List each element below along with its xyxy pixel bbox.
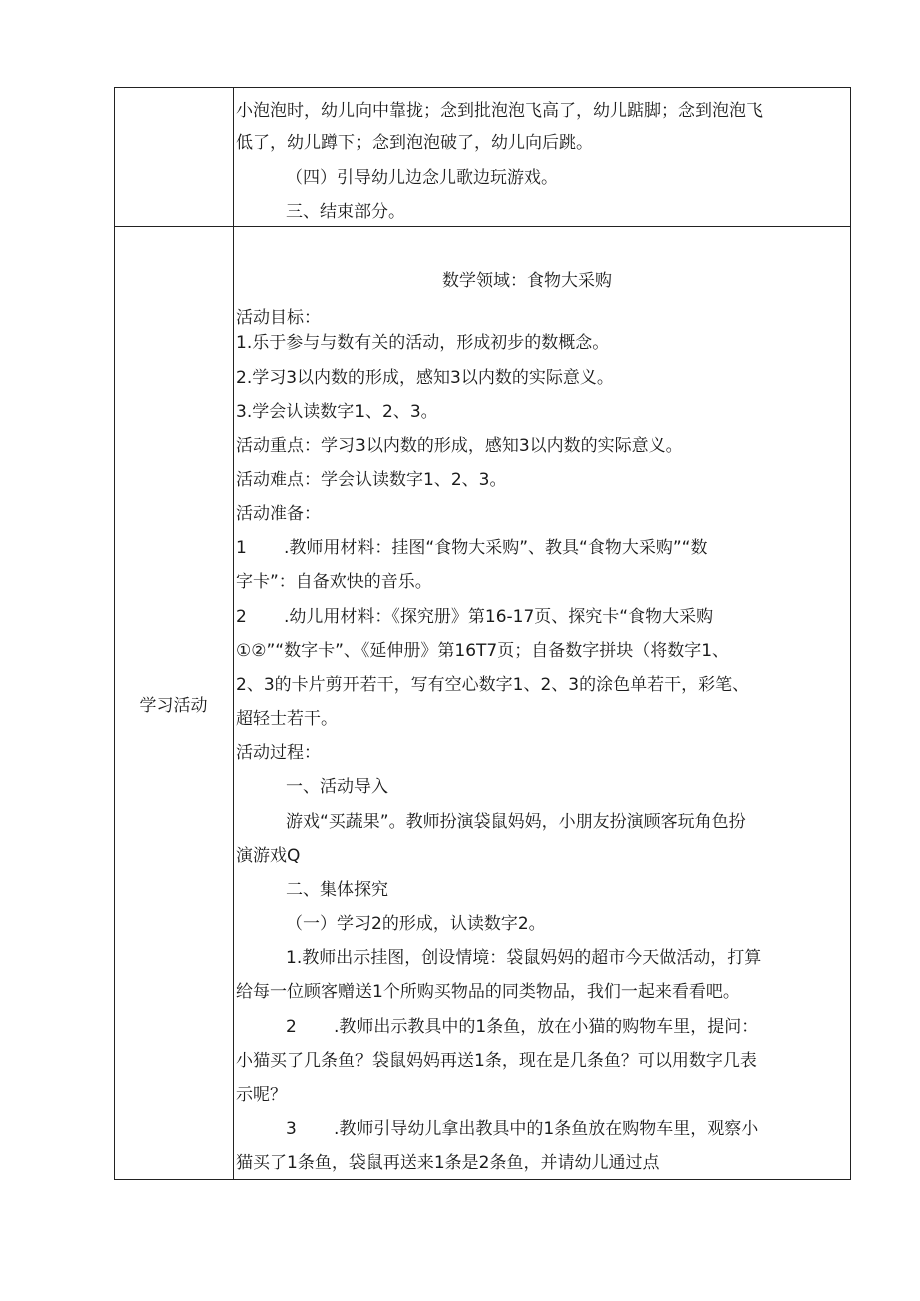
text-line: 示呢？	[236, 1085, 287, 1105]
goal-item: 2.学习3以内数的形成，感知3以内数的实际意义。	[236, 368, 614, 388]
text-line: 低了，幼儿蹲下；念到泡泡破了，幼儿向后跳。	[236, 133, 593, 153]
top-row-content	[236, 87, 848, 226]
lesson-title: 数学领域：食物大采购	[442, 271, 612, 291]
text-line: （四）引导幼儿边念儿歌边玩游戏。	[286, 168, 558, 188]
text-line: 三、结束部分。	[286, 202, 405, 222]
item-text: .教师引导幼儿拿出教具中的1条鱼放在购物车里，观察小	[334, 1119, 759, 1139]
row-label-cell	[114, 227, 233, 1179]
text-line: ①②”“数字卡”、《延伸册》第16T7页；自备数字拼块（将数字1、	[236, 641, 730, 661]
goal-item: 3.学会认读数字1、2、3。	[236, 402, 438, 422]
text-line: 字卡”：自备欢快的音乐。	[236, 572, 432, 592]
section-heading: 一、活动导入	[286, 777, 388, 797]
item-number: 2	[236, 607, 247, 627]
item-number: 1	[236, 538, 247, 558]
goals-heading: 活动目标：	[236, 308, 321, 328]
item-text: .幼儿用材料：《探究册》第16-17页、探究卡“食物大采购	[284, 607, 714, 627]
text-line: 游戏“买蔬果”。教师扮演袋鼠妈妈，小朋友扮演顾客玩角色扮	[286, 812, 746, 832]
row-label: 学习活动	[139, 695, 208, 716]
table-right-border	[850, 87, 851, 1180]
prep-heading: 活动准备：	[236, 504, 321, 524]
prep-item	[236, 536, 707, 560]
subsection-heading: （一）学习2的形成，认读数字2。	[286, 914, 546, 934]
text-line	[236, 99, 848, 123]
item-text: .教师出示教具中的1条鱼，放在小猫的购物车里，提问：	[334, 1017, 759, 1037]
section-heading: 二、集体探究	[286, 880, 388, 900]
item-number: 3	[286, 1119, 297, 1139]
text-line: 2、3的卡片剪开若干，写有空心数字1、2、3的涂色单若干，彩笔、	[236, 675, 750, 695]
text-line: 演游戏Q	[236, 846, 301, 866]
text-line: 超轻士若干。	[236, 709, 338, 729]
step-item	[236, 1015, 758, 1039]
lesson-table	[114, 87, 851, 1180]
item-text: .教师用材料：挂图“食物大采购”、教具“食物大采购”“数	[284, 538, 708, 558]
column-divider	[233, 87, 234, 1180]
table-bottom-border	[114, 1179, 851, 1180]
main-row-content	[236, 227, 848, 1179]
process-heading: 活动过程：	[236, 743, 321, 763]
key-point: 活动重点：学习3以内数的形成，感知3以内数的实际意义。	[236, 436, 683, 456]
step-item	[236, 1117, 758, 1141]
goal-item: 1.乐于参与与数有关的活动，形成初步的数概念。	[236, 333, 610, 353]
text-line: 1.教师出示挂图，创设情境：袋鼠妈妈的超市今天做活动，打算	[286, 948, 762, 968]
text-line: 小猫买了几条鱼？袋鼠妈妈再送1条，现在是几条鱼？可以用数字几表	[236, 1051, 757, 1071]
text-line: 给每一位顾客赠送1个所购买物品的同类物品，我们一起来看看吧。	[236, 982, 740, 1002]
item-number: 2	[286, 1017, 297, 1037]
line-text: 小泡泡时，幼儿向中靠拢；念到批泡泡飞高了，幼儿踮脚；念到泡泡飞	[236, 101, 763, 121]
text-line: 猫买了1条鱼，袋鼠再送来1条是2条鱼，并请幼儿通过点	[236, 1153, 660, 1173]
prep-item	[236, 605, 713, 629]
difficulty: 活动难点：学会认读数字1、2、3。	[236, 470, 507, 490]
